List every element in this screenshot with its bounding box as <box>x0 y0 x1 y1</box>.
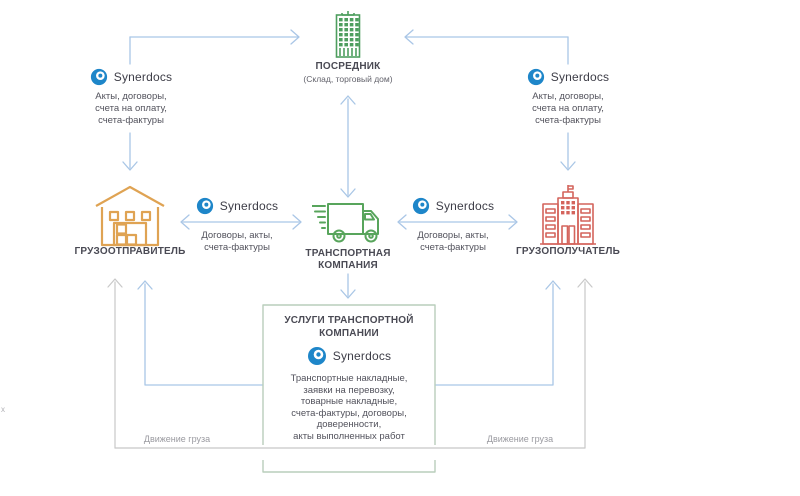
intermediary-sublabel: (Склад, торговый дом) <box>303 74 393 84</box>
intermediary-label: ПОСРЕДНИК <box>315 61 381 72</box>
services-box-title <box>269 314 429 340</box>
consignee-label: ГРУЗОПОЛУЧАТЕЛЬ <box>515 246 621 257</box>
docs-line: Договоры, акты, <box>201 230 273 241</box>
synerdocs-block-midright <box>383 197 523 215</box>
docs-line: доверенности, <box>316 419 382 430</box>
synerdocs-name: Synerdocs <box>219 199 279 213</box>
docs-shipper-intermediary <box>61 91 201 127</box>
shipper-label: ГРУЗООТПРАВИТЕЛЬ <box>74 246 186 257</box>
transport-label-line2: КОМПАНИЯ <box>318 260 378 271</box>
synerdocs-block-servicesbox <box>279 346 419 366</box>
cargo-movement-label-right: Движение груза <box>486 434 554 444</box>
docs-line: счета-фактуры <box>98 115 164 126</box>
docs-line: Транспортные накладные, <box>290 373 408 384</box>
docs-line: Акты, договоры, <box>95 91 167 102</box>
docs-shipper-transport <box>167 230 307 254</box>
stray-character: x <box>1 405 5 414</box>
docs-line: Договоры, акты, <box>417 230 489 241</box>
arrow-box-to-consignee <box>435 284 553 385</box>
docs-line: счета на оплату, <box>95 103 167 114</box>
docs-line: счета-фактуры <box>204 242 270 253</box>
synerdocs-logo-icon <box>412 197 430 215</box>
synerdocs-logo-icon <box>90 68 108 86</box>
synerdocs-name: Synerdocs <box>550 70 610 84</box>
intermediary-building-icon <box>332 10 364 58</box>
transport-truck-icon <box>312 198 384 246</box>
synerdocs-logo-icon <box>307 346 327 366</box>
synerdocs-name: Synerdocs <box>332 349 392 363</box>
services-box-docs <box>259 373 439 442</box>
cargo-movement-label-left: Движение груза <box>143 434 211 444</box>
arrow-box-to-shipper <box>145 284 263 385</box>
services-box-title-line1: УСЛУГИ ТРАНСПОРТНОЙ <box>284 315 414 326</box>
synerdocs-logo-icon <box>196 197 214 215</box>
docs-line: счета-фактуры, договоры, <box>291 407 407 419</box>
docs-line: счета-фактуры <box>420 242 486 253</box>
docs-line: заявки на перевозку, <box>303 384 395 396</box>
docs-line: счета на оплату, <box>532 103 604 114</box>
synerdocs-name: Synerdocs <box>113 70 173 84</box>
docs-consignee-intermediary <box>498 91 638 127</box>
docs-line: Акты, договоры, <box>532 91 604 102</box>
synerdocs-block-topleft <box>61 68 201 86</box>
transport-label-line1: ТРАНСПОРТНАЯ <box>305 248 391 259</box>
shipper-warehouse-icon <box>95 185 165 247</box>
docs-line: акты выполненных работ <box>293 430 405 442</box>
synerdocs-logo-icon <box>527 68 545 86</box>
docs-line: товарные накладные, <box>300 396 398 407</box>
consignee-building-icon <box>539 184 597 246</box>
synerdocs-name: Synerdocs <box>435 199 495 213</box>
synerdocs-block-topright <box>498 68 638 86</box>
services-box-title-line2: КОМПАНИИ <box>319 328 379 339</box>
synerdocs-block-midleft <box>167 197 307 215</box>
services-box-bracket <box>263 460 435 472</box>
docs-line: счета-фактуры <box>535 115 601 126</box>
